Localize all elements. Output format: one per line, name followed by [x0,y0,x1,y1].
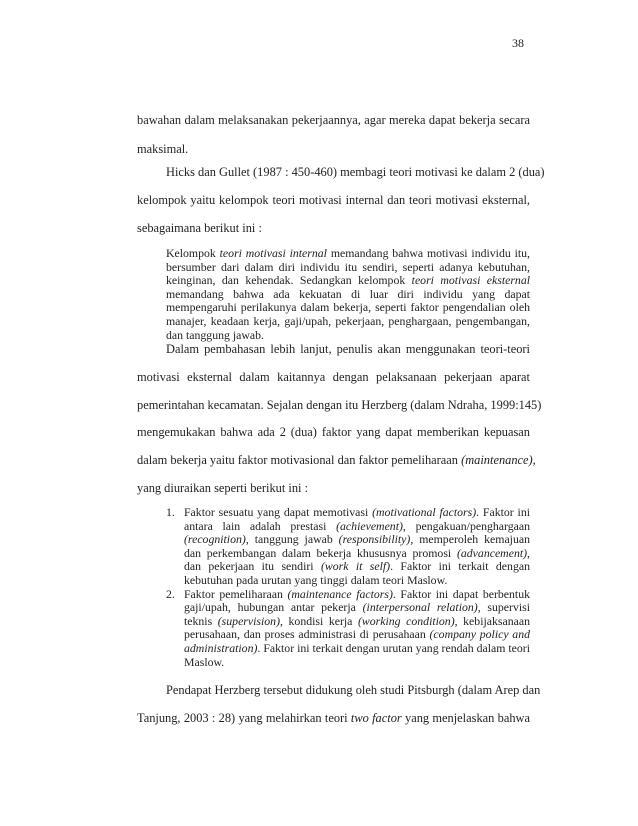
block-quote: Kelompok teori motivasi internal memandang bahwa motivasi individu itu, bersumber dari dalam diri individu itu sendiri, seperti adanya kebutuhan, keinginan, dan kehendak. Sedangkan kelompok teori motivasi eksternal memandang bahwa ada kekuatan di luar diri individu yang dapat mempengaruhi perilakunya dalam bekerja, seperti faktor pengendalian oleh manajer, keadaan kerja, gaji/upah, pekerjaan, penghargaan, pengembangan, dan tanggung jawab. [166,246,530,342]
body-line: Dalam pembahasan lebih lanjut, penulis akan menggunakan teori-teori [166,342,530,356]
body-line: pemerintahan kecamatan. Sejalan dengan itu Herzberg (dalam Ndraha, 1999:145) [137,398,542,412]
page-number: 38 [512,36,524,50]
body-line: bawahan dalam melaksanakan pekerjaannya, agar mereka dapat bekerja secara [137,113,530,127]
body-line: Hicks dan Gullet (1987 : 450-460) membagi teori motivasi ke dalam 2 (dua) [166,165,545,179]
body-line: kelompok yaitu kelompok teori motivasi internal dan teori motivasi eksternal, [137,193,530,207]
body-line: Tanjung, 2003 : 28) yang melahirkan teori two factor yang menjelaskan bahwa [137,711,530,725]
factor-list [166,506,530,669]
body-line: Pendapat Herzberg tersebut didukung oleh studi Pitsburgh (dalam Arep dan [166,683,541,697]
list-item: 1. Faktor sesuatu yang dapat memotivasi (motivational factors). Faktor ini antara lain adalah prestasi (achievement), pengakuan/penghargaan (recognition), tanggung jawab (responsibility), memperoleh kemajuan dan perkembangan dalam bekerja khususnya promosi (advancement), dan pekerjaan itu sendiri (work it self). Faktor ini terkait dengan kebutuhan pada urutan yang tinggi dalam teori Maslow. [166,505,530,587]
body-line: maksimal. [137,142,189,156]
body-line: dalam bekerja yaitu faktor motivasional dan faktor pemeliharaan (maintenance), [137,453,536,467]
body-line: motivasi eksternal dalam kaitannya dengan pelaksanaan pekerjaan aparat [137,370,530,384]
body-line: yang diuraikan seperti berikut ini : [137,481,309,495]
body-line: sebagaimana berikut ini : [137,221,262,235]
body-line: mengemukakan bahwa ada 2 (dua) faktor yang dapat memberikan kepuasan [137,425,530,439]
list-item: 2. Faktor pemeliharaan (maintenance factors). Faktor ini dapat berbentuk gaji/upah, hubungan antar pekerja (interpersonal relation), supervisi teknis (supervision), kondisi kerja (working condition), kebijaksanaan perusahaan, dan proses administrasi di perusahaan (company policy and administration). Faktor ini terkait dengan urutan yang rendah dalam teori Maslow. [166,586,531,669]
